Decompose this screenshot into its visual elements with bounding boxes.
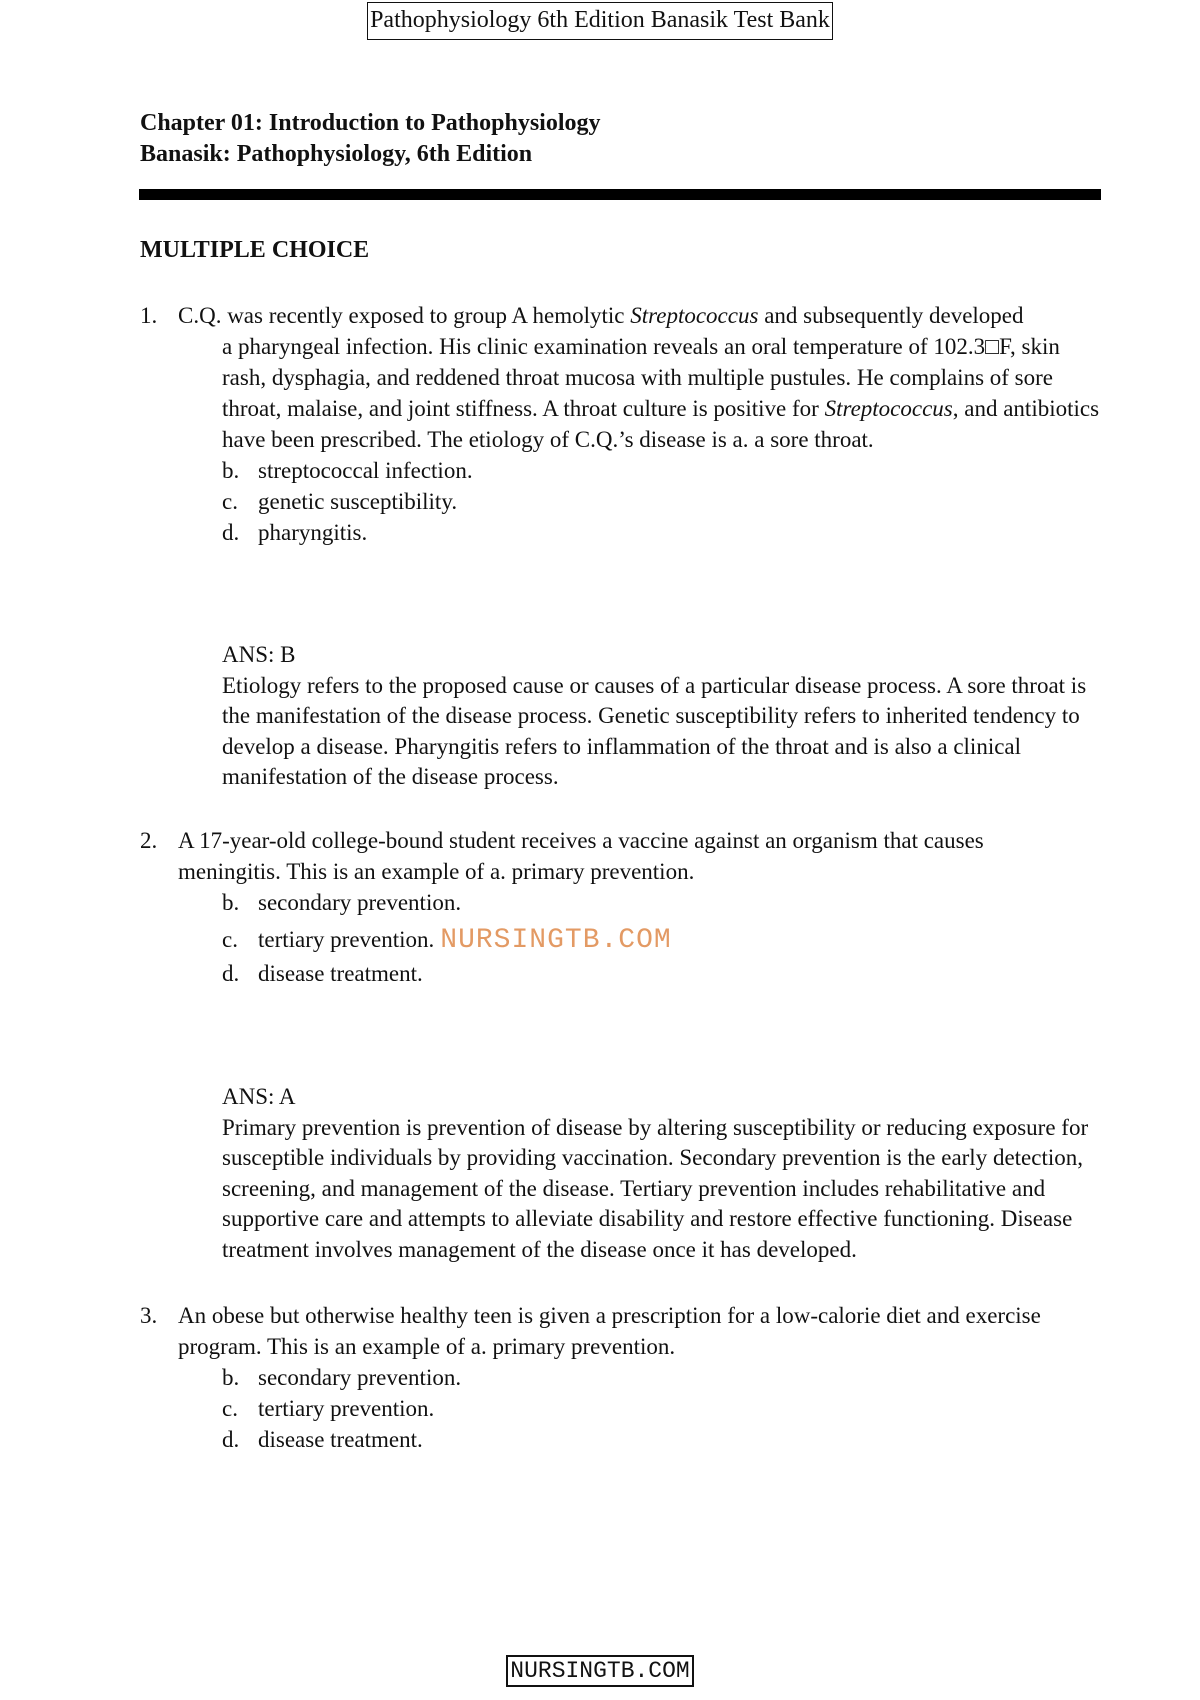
question-3 (140, 1300, 1100, 1455)
question-1 (140, 300, 1100, 548)
option-c: c. tertiary prevention. NURSINGTB.COM (222, 925, 672, 956)
book-title: Banasik: Pathophysiology, 6th Edition (140, 141, 533, 167)
rationale: Etiology refers to the proposed cause or causes of a particular disease process. A sore throat is the manifestation of the disease process. Genetic susceptibility refers to inherited tendency to develop a disease. Pharyngitis refers to inflammation of the throat and is also a clinical manifestation of the disease process. (222, 672, 1087, 789)
chapter-title: Chapter 01: Introduction to Pathophysiology (140, 110, 601, 136)
question-stem: 3. An obese but otherwise healthy teen is given a prescription for a low-calorie diet and exercise program. This is an example of a. primary prevention. (140, 1300, 1100, 1362)
question-number: 1. (140, 303, 158, 328)
answer-key: ANS: B (222, 642, 296, 667)
option-d: d. disease treatment. (222, 961, 423, 986)
option-d: d. pharyngitis. (222, 520, 368, 545)
footer (0, 1655, 1200, 1687)
option-b: b. secondary prevention. (222, 1365, 462, 1390)
option-b: b. secondary prevention. (222, 890, 462, 915)
question-stem: 1. C.Q. was recently exposed to group A hemolytic Streptococcus and subsequently developed a pharyngeal infection. His clinic examination reveals an oral temperature of 102.3□F, skin rash, dysphagia, and reddened throat mucosa with multiple pustules. He complains of sore throat, malaise, and joint stiffness. A throat culture is positive for Streptococcus, and antibiotics have been prescribed. The etiology of C.Q.’s disease is a. a sore throat. (140, 300, 1100, 455)
heading-divider (139, 189, 1101, 200)
option-c: c. tertiary prevention. (222, 1396, 435, 1421)
footer-watermark: NURSINGTB.COM (506, 1655, 693, 1687)
answer-block-2 (222, 1082, 1102, 1265)
question-number: 3. (140, 1303, 158, 1328)
watermark: NURSINGTB.COM (440, 925, 672, 956)
question-2 (140, 825, 1100, 989)
answer-block-1 (222, 640, 1102, 793)
option-d: d. disease treatment. (222, 1427, 423, 1452)
rationale: Primary prevention is prevention of disease by altering susceptibility or reducing exposure for susceptible individuals by providing vaccination. Secondary prevention is the early detection, screening, and management of the disease. Tertiary prevention includes rehabilitative and supportive care and attempts to alleviate disability and restore effective functioning. Disease treatment involves management of the disease once it has developed. (222, 1114, 1089, 1262)
section-title: MULTIPLE CHOICE (140, 237, 370, 263)
header (0, 2, 1200, 40)
header-title: Pathophysiology 6th Edition Banasik Test Bank (367, 2, 833, 40)
question-stem: 2. A 17-year-old college-bound student receives a vaccine against an organism that causes meningitis. This is an example of a. primary prevention. (140, 825, 1100, 887)
question-number: 2. (140, 828, 158, 853)
answer-key: ANS: A (222, 1084, 296, 1109)
option-c: c. genetic susceptibility. (222, 489, 458, 514)
option-b: b. streptococcal infection. (222, 458, 473, 483)
chapter-heading (140, 108, 601, 170)
